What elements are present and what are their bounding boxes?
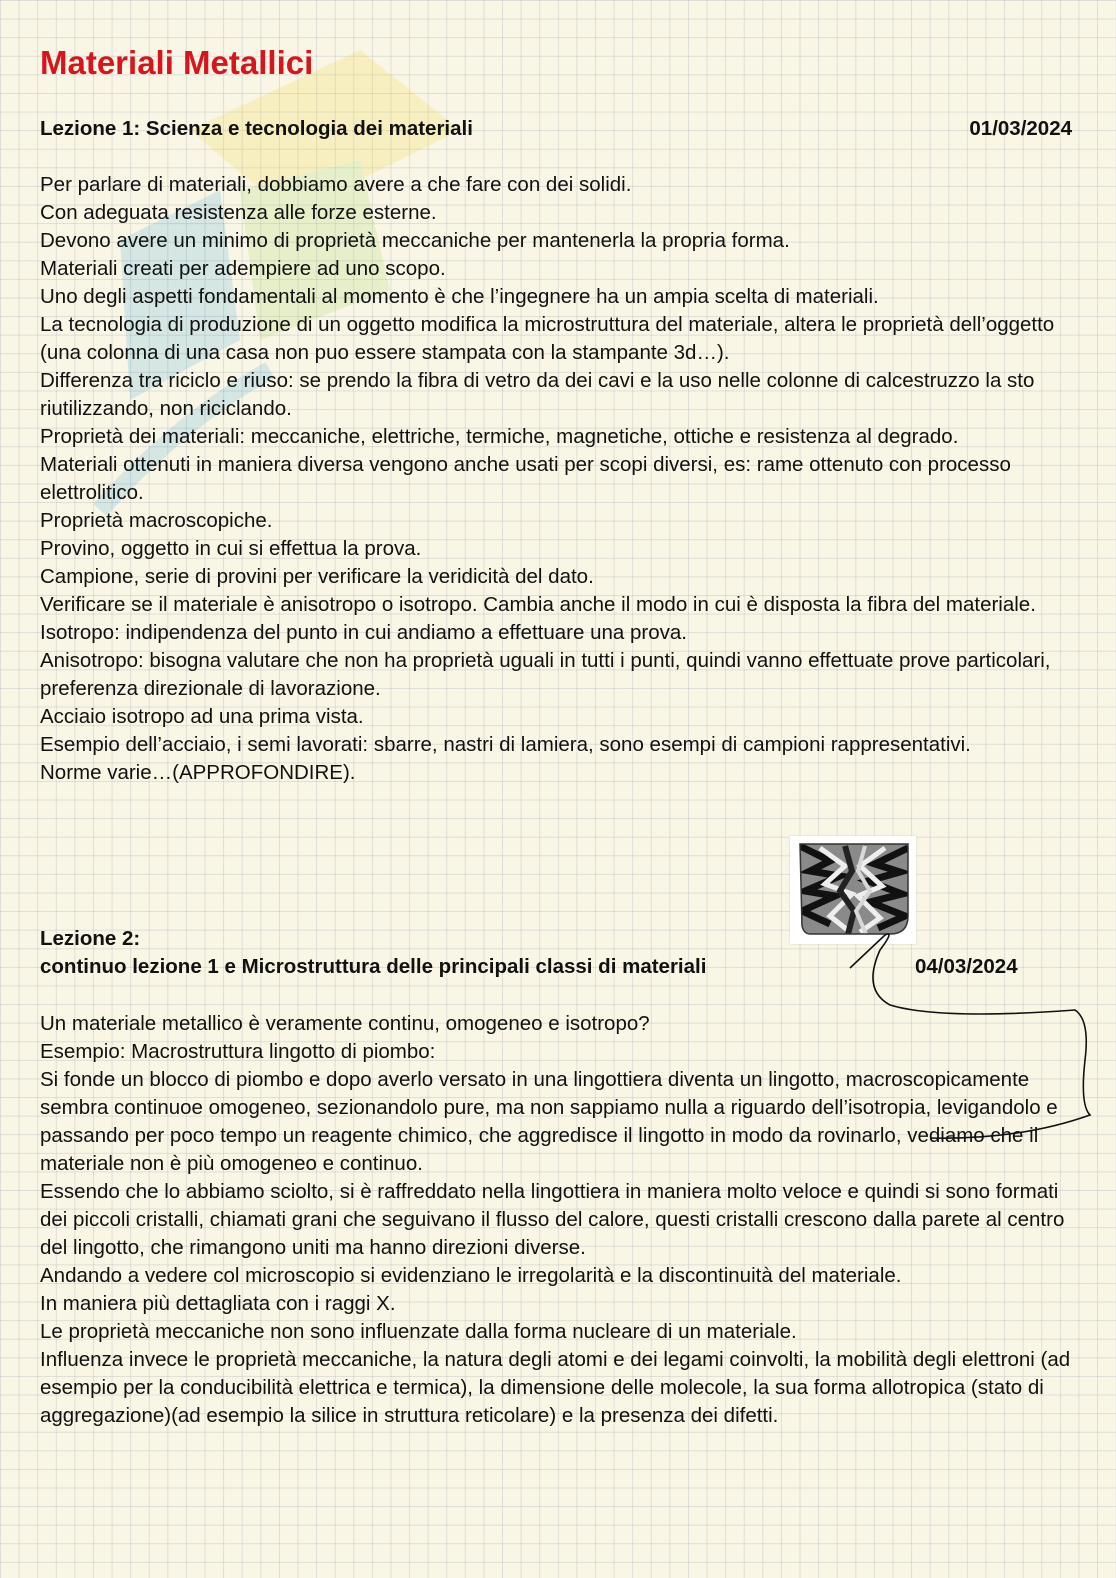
lesson2-body <box>40 1010 1085 1430</box>
text-line: Proprietà macroscopiche. <box>40 509 273 532</box>
text-line: Uno degli aspetti fondamentali al momento è che l’ingegnere ha un ampia scelta di materiali. <box>40 285 879 308</box>
text-line: Essendo che lo abbiamo sciolto, si è raffreddato nella lingottiera in maniera molto veloce e quindi si sono formati dei piccoli cristalli, chiamati grani che seguivano il flusso del calore, questi cristalli crescono dalla parete al centro del lingotto, che rimangono uniti ma hanno direzioni diverse. <box>40 1180 1065 1259</box>
text-line: Provino, oggetto in cui si effettua la prova. <box>40 537 422 560</box>
text-line: Influenza invece le proprietà meccaniche, la natura degli atomi e dei legami coinvolti, la mobilità degli elettroni (ad esempio per la conducibilità elettrica e termica), la dimensione delle molecole, la sua forma allotropica (stato di aggregazione)(ad esempio la silice in struttura reticolare) e la presenza dei difetti. <box>40 1348 1071 1427</box>
text-line: Andando a vedere col microscopio si evidenziano le irregolarità e la discontinuità del materiale. <box>40 1264 902 1287</box>
lesson2-subheading: continuo lezione 1 e Microstruttura delle principali classi di materiali <box>40 955 707 978</box>
text-line: Differenza tra riciclo e riuso: se prendo la fibra di vetro da dei cavi e la uso nelle colonne di calcestruzzo la sto riutilizzando, non riciclando. <box>40 369 1035 420</box>
lesson2-heading: Lezione 2: <box>40 927 141 950</box>
text-line: Campione, serie di provini per verificare la veridicità del dato. <box>40 565 594 588</box>
lesson2-date: 04/03/2024 <box>915 955 1018 978</box>
text-line: In maniera più dettagliata con i raggi X. <box>40 1292 396 1315</box>
lesson1-date: 01/03/2024 <box>969 117 1072 140</box>
text-line: Acciaio isotropo ad una prima vista. <box>40 705 364 728</box>
text-line: La tecnologia di produzione di un oggetto modifica la microstruttura del materiale, altera le proprietà dell’oggetto (una colonna di una casa non puo essere stampata con la stampante 3d…). <box>40 313 1055 364</box>
text-line: Con adeguata resistenza alle forze esterne. <box>40 201 437 224</box>
text-line: Verificare se il materiale è anisotropo o isotropo. Cambia anche il modo in cui è disposta la fibra del materiale. <box>40 593 1036 616</box>
ingot-macrostructure-image <box>790 836 916 944</box>
text-line: Isotropo: indipendenza del punto in cui andiamo a effettuare una prova. <box>40 621 687 644</box>
text-line: Esempio dell’acciaio, i semi lavorati: sbarre, nastri di lamiera, sono esempi di campioni rappresentativi. <box>40 733 971 756</box>
text-line: Devono avere un minimo di proprietà meccaniche per mantenerla la propria forma. <box>40 229 790 252</box>
lesson1-body <box>40 171 1085 787</box>
text-line: Per parlare di materiali, dobbiamo avere a che fare con dei solidi. <box>40 173 632 196</box>
text-line: Anisotropo: bisogna valutare che non ha proprietà uguali in tutti i punti, quindi vanno effettuate prove particolari, preferenza direzionale di lavorazione. <box>40 649 1051 700</box>
lesson1-heading: Lezione 1: Scienza e tecnologia dei materiali <box>40 117 473 140</box>
text-line: Esempio: Macrostruttura lingotto di piombo: <box>40 1040 436 1063</box>
text-line: Materiali ottenuti in maniera diversa vengono anche usati per scopi diversi, es: rame ottenuto con processo elettrolitico. <box>40 453 1011 504</box>
text-line: Si fonde un blocco di piombo e dopo averlo versato in una lingottiera diventa un lingotto, macroscopicamente sembra continuoe omogeneo, sezionandolo pure, ma non sappiamo nulla a riguardo dell’isotropia, levigandolo e passando per poco tempo un reagente chimico, che aggredisce il lingotto in modo da rovinarlo, vediamo che il materiale non è più omogeneo e continuo. <box>40 1068 1058 1175</box>
text-line: Materiali creati per adempiere ad uno scopo. <box>40 257 446 280</box>
page-title: Materiali Metallici <box>40 44 314 81</box>
text-line: Proprietà dei materiali: meccaniche, elettriche, termiche, magnetiche, ottiche e resistenza al degrado. <box>40 425 959 448</box>
text-line: Un materiale metallico è veramente continu, omogeneo e isotropo? <box>40 1012 650 1035</box>
text-line: Norme varie…(APPROFONDIRE). <box>40 761 356 784</box>
text-line: Le proprietà meccaniche non sono influenzate dalla forma nucleare di un materiale. <box>40 1320 797 1343</box>
